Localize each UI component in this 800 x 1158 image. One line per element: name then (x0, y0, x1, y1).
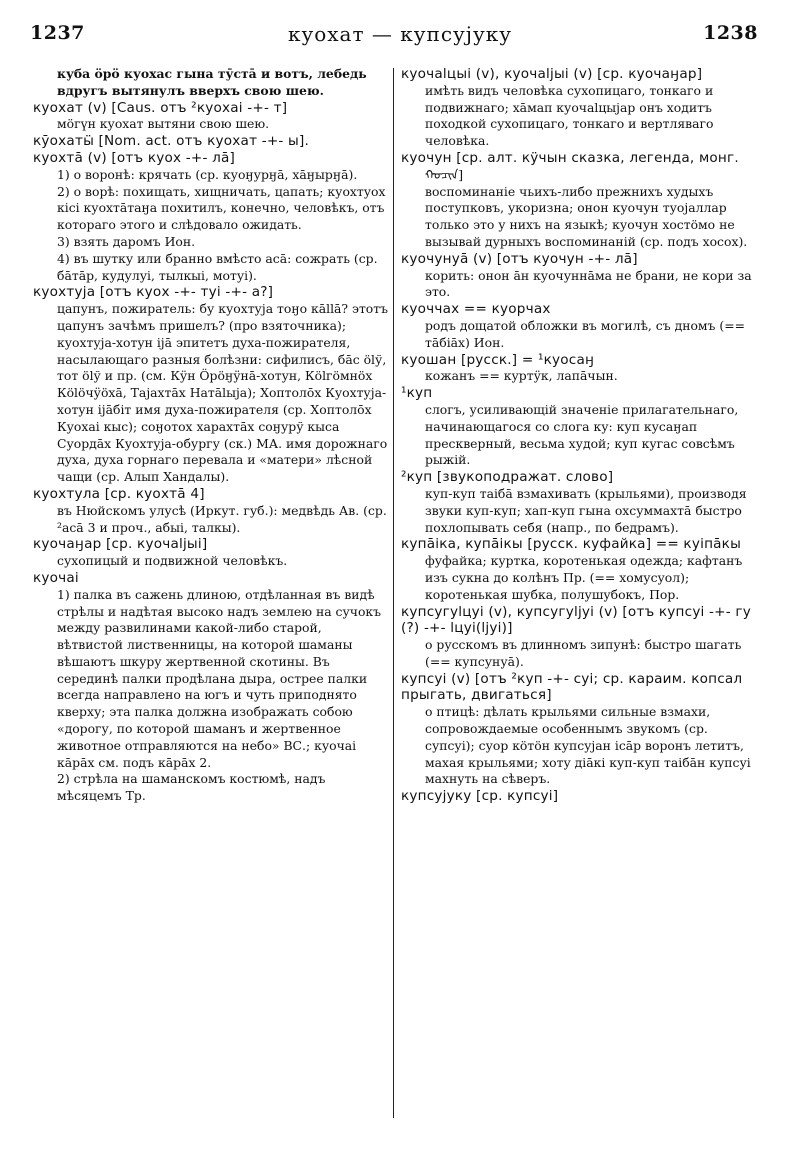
headword: куочунуā (v) [отъ куочун -+- лā] (401, 250, 638, 267)
definition: воспоминаніе чьихъ-либо прежнихъ худыхъ поступковъ, укоризна; онон куочун туојаллар только это у нихъ на языкѣ; куочун хостöмо не вызывай дурныхъ воспоминаній (ср. подъ хосох). (425, 183, 748, 249)
headword: куохтула [ср. куохтā 4] (33, 485, 205, 502)
entry-kup-1 (401, 385, 761, 469)
sense-4: 4) въ шутку или бранно вмѣсто асā: сожрать (ср. бāтāр, кудулуі, тылкыі, мотуі). (57, 250, 378, 283)
entry-kuokhat (33, 100, 388, 134)
definition: о птицѣ: дѣлать крыльями сильные взмахи, сопровождаемые особеннымъ звукомъ (ср. супсуі); суор кöтöн купсујан ісāр воронъ летитъ, махая крыльями; хоту діāкі куп-куп таібāн купсуі махнуть на сѣверъ. (425, 704, 751, 787)
definition: фуфайка; куртка, коротенькая одежда; кафтанъ изъ сукна до колѣнъ Пр. (== хомусуол); коротенькая шубка, полушубокъ, Пор. (425, 553, 743, 602)
entry-kup-2 (401, 469, 761, 536)
page-number-right: 1238 (703, 22, 758, 44)
headword: купāіка, купāікы [русск. куфайка] == куіпāкы (401, 536, 742, 553)
headword: ²куп [звукоподражат. слово] (401, 469, 614, 486)
headword: ¹куп (401, 385, 433, 402)
column-divider (393, 68, 394, 1118)
definition: сухопицый и подвижной человѣкъ. (57, 553, 288, 569)
definition: родъ дощатой обложки въ могилѣ, съ дномъ (== тāбіāх) Ион. (425, 317, 745, 350)
headword: купсуі (v) [отъ ²куп -+- суі; ср. караим. копсал прыгать, двигаться] (401, 670, 743, 704)
headword: куочаі (33, 569, 79, 586)
entry-kuochaltsyi (401, 66, 761, 150)
headword: куочаlцыі (v), куочаlјыі (v) [ср. куочаӈар] (401, 66, 703, 82)
entry-kuokhtula (33, 486, 388, 536)
entry-kupsui (401, 671, 761, 789)
entry-kuochai (33, 570, 388, 805)
running-title: куохат — купсујуку (287, 22, 513, 46)
entry-kuochchakh (401, 301, 761, 351)
headword: купсугуlцуі (v), купсугуlјуі (v) [отъ купсуі -+- гу (?) -+- lцуі(lјуі)] (401, 603, 751, 637)
headword: куочун [ср. алт. кӱчын сказка, легенда, монг. (401, 149, 739, 166)
definition: о русскомъ въ длинномъ зипунѣ: быстро шагать (== купсунуā). (425, 637, 742, 669)
definition: корить: онон āн куочуннāма не брани, не кори за это. (425, 267, 752, 300)
entry-kuochagar (33, 536, 388, 570)
sense-1: 1) о воронѣ: крячать (ср. куоӈурӈā, хāӈырӈā). (57, 166, 358, 182)
definition: куп-куп таібā взмахивать (крыльями), производя звуки куп-куп; хап-куп гына охсуммахтā быстро похлопывать себя (напр., по бедрамъ). (425, 485, 747, 535)
headword: куошан [русск.] = ¹куосаӈ (401, 351, 595, 368)
left-column (33, 66, 388, 805)
definition: кожанъ == куртӱк, лапāчын. (425, 368, 618, 384)
entry-kuokhtuja (33, 284, 388, 486)
translation: куба öрö куохас гына тӯстā и вотъ, лебедь вдругъ вытянулъ вверхъ свою шею. (57, 66, 367, 98)
headword: куочаӈар [ср. куочаlјыі] (33, 536, 208, 553)
right-column (401, 66, 761, 805)
mongolian-script: ᠬᠤᠴᠢᠨ] (425, 166, 464, 182)
entry-kupsugultsui (401, 604, 761, 671)
example: мöгүн куохат вытяни свою шею. (57, 116, 270, 132)
headword: куохтуја [отъ куох -+- туі -+- а?] (33, 284, 274, 301)
definition: имѣть видъ человѣка сухопицаго, тонкаго и подвижнаго; хāмап куочаlцыјар онъ ходитъ походкой сухопицаго, тонкаго и вертляваго человѣка. (425, 82, 714, 149)
definition: слогъ, усиливающій значеніе прилагательнаго, начинающагося со слога ку: куп кусаӈап прескверный, весьма худой; куп кугас совсѣмъ рыжій. (425, 401, 739, 468)
entry-kuochun (401, 150, 761, 251)
sense-3: 3) взять даромъ Ион. (57, 233, 196, 249)
definition: цапунъ, пожиратель: бу куохтуја тоӈо кāllā? этотъ цапунъ зачѣмъ пришелъ? (про взяточника); куохтуја-хотун ijā эпитетъ духа-пожирателя, насылающаго разныя болѣзни: сифилисъ, бāс ölў, тот ölў и пр. (см. Кӱн Öрöӈӱнā-хотун, Кölгöмнöх Кölöчӱöхā, Тајахтāх Натālыја); Хоптолōх Куохтуја-хотун ijāбіт имя духа-пожирателя (ср. Хоптолōх Куохаі кыс); соӈотох харахтāх соӈурў кыса Суордāх Куохтуја-обургу (ск.) МА. имя дорожнаго духа, духа горнаго перевала и «матери» лѣсной чащи (ср. Алып Хандалы). (57, 301, 389, 485)
headword: куоччах == куорчах (401, 301, 551, 318)
entry-kuokhta (33, 150, 388, 284)
headword: купсујуку [ср. купсуі] (401, 788, 559, 805)
page-number-left: 1237 (30, 22, 85, 44)
headword: куохтā (v) [отъ куох -+- лā] (33, 149, 236, 166)
page-header (0, 0, 800, 60)
headword: кӯохатӹ [Nom. act. отъ куохат -+- ы]. (33, 133, 309, 150)
entry-continuation (33, 66, 388, 100)
entry-kupsujuku (401, 788, 761, 805)
sense-2: 2) о ворѣ: похищать, хищничать, цапать; куохтуох кісі куохтāтаӈа похитилъ, конечно, человѣкъ, отъ котораго этого и слѣдовало ожидать. (57, 183, 386, 233)
entry-kuoshan (401, 352, 761, 386)
sense-1: 1) палка въ сажень длиною, отдѣланная въ видѣ стрѣлы и надѣтая высоко надъ землею на сучокъ между развилинами какой-либо старой, вѣтвистой лиственницы, на которой шаманы вѣшаютъ шкуру жертвенной скотины. Въ серединѣ палки продѣлана дыра, острее палки всегда направлено на югъ и чуть приподнято кверху; эта палка должна изображать собою «дорогу, по которой шаманъ и жертвенное животное отправляются на небо» ВС.; куочаі кāрāх см. подъ кāрāх 2. (57, 586, 382, 770)
entry-kuochunua (401, 251, 761, 301)
headword: куохат (v) [Caus. отъ ²куохаі -+- т] (33, 99, 288, 116)
sense-2: 2) стрѣла на шаманскомъ костюмѣ, надъ мѣсяцемъ Тр. (57, 771, 326, 804)
definition: въ Нюйскомъ улусѣ (Иркут. губ.): медвѣдь Ав. (ср. ²асā 3 и проч., абыі, талкы). (57, 502, 387, 535)
entry-kupaika (401, 536, 761, 603)
entry-kuokhaty (33, 133, 388, 150)
